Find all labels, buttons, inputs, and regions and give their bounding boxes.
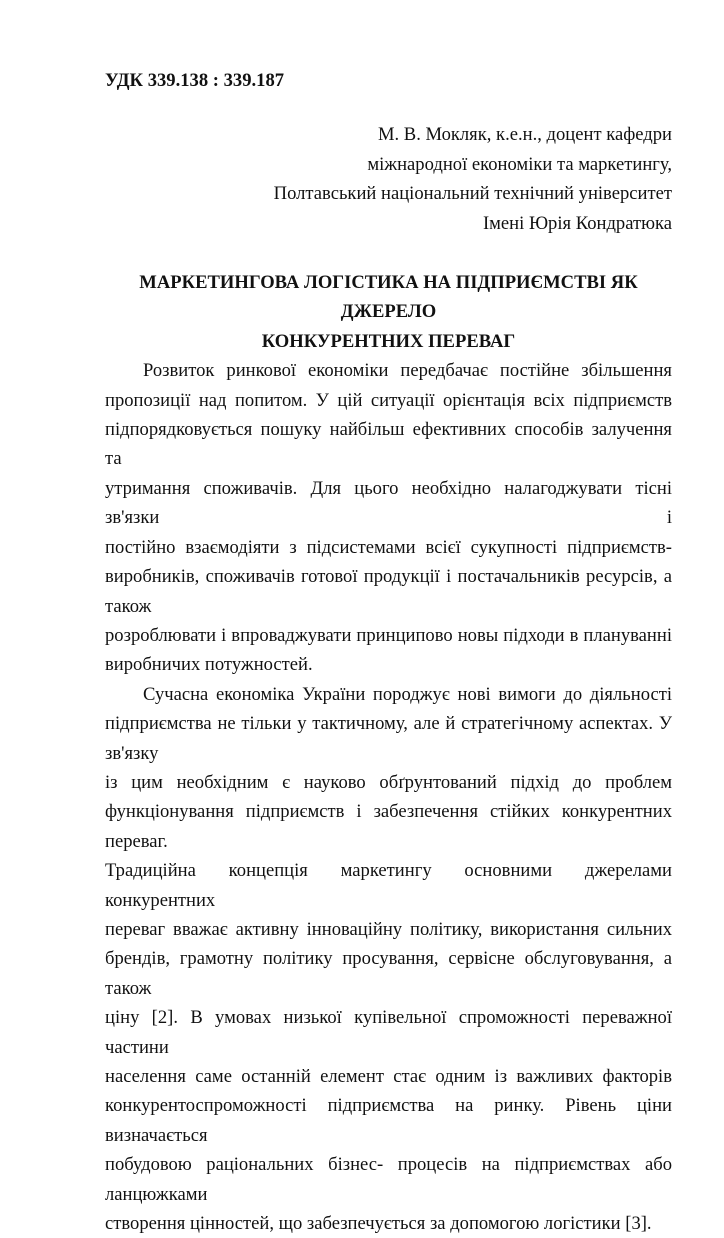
paragraph-line: розроблювати і впроваджувати принципово новы підходи в плануванні	[105, 624, 672, 646]
author-info	[105, 120, 672, 238]
udc-code: УДК 339.138 : 339.187	[105, 70, 285, 91]
paragraph-2	[105, 680, 672, 1238]
author-line: Полтавський національний технічний університет	[273, 183, 672, 205]
title-line: КОНКУРЕНТНИХ ПЕРЕВАГ	[261, 330, 516, 352]
paragraph-line: Сучасна економіка України породжує нові вимоги до діяльності	[143, 683, 672, 705]
paragraph-line: підпорядковується пошуку найбільш ефективних способів залучення та	[105, 419, 672, 470]
paragraph-line: виробників, споживачів готової продукції і постачальників ресурсів, а також	[105, 566, 672, 617]
paragraph-line: постійно взаємодіяти з підсистемами всієї сукупності підприємств-	[105, 536, 672, 558]
paragraph-line: населення саме останній елемент стає одним із важливих факторів	[105, 1066, 672, 1087]
paragraph-line: пропозиції над попитом. У цій ситуації орієнтація всіх підприємств	[105, 389, 672, 411]
paragraph-line: функціонування підприємств і забезпечення стійких конкурентних переваг.	[105, 801, 672, 852]
paragraph-line: утримання споживачів. Для цього необхідно налагоджувати тісні зв'язки і	[105, 477, 672, 529]
paragraph-line: Традиційна концепція маркетингу основними джерелами конкурентних	[105, 860, 672, 911]
paragraph-line: переваг вважає активну інноваційну політику, використання сильних	[105, 918, 672, 940]
paragraph-1	[105, 356, 672, 679]
paragraph-line: із цим необхідним є науково обґрунтований підхід до проблем	[105, 771, 672, 793]
paragraph-line: побудовою раціональних бізнес- процесів на підприємствах або ланцюжками	[105, 1154, 672, 1205]
paragraph-line: ціну [2]. В умовах низької купівельної спроможності переважної частини	[105, 1007, 672, 1058]
paragraph-line: підприємства не тільки у тактичному, але й стратегічному аспектах. У зв'язку	[105, 713, 672, 764]
paragraph-line: виробничих потужностей.	[105, 654, 313, 676]
paragraph-line: конкурентоспроможності підприємства на ринку. Рівень ціни визначається	[105, 1095, 672, 1146]
author-line: М. В. Мокляк, к.е.н., доцент кафедри	[377, 124, 672, 146]
paragraph-line: брендів, грамотну політику просування, сервісне обслуговування, а також	[105, 948, 672, 999]
author-line: Імені Юрія Кондратюка	[482, 212, 672, 234]
article-title	[105, 268, 672, 356]
title-line: МАРКЕТИНГОВА ЛОГІСТИКА НА ПІДПРИЄМСТВІ ЯК ДЖЕРЕЛО	[139, 272, 638, 323]
paragraph-line: створення цінностей, що забезпечується за допомогою логістики [3].	[105, 1213, 652, 1235]
paragraph-line: Розвиток ринкової економіки передбачає постійне збільшення	[143, 360, 672, 382]
author-line: міжнародної економіки та маркетингу,	[367, 153, 672, 175]
